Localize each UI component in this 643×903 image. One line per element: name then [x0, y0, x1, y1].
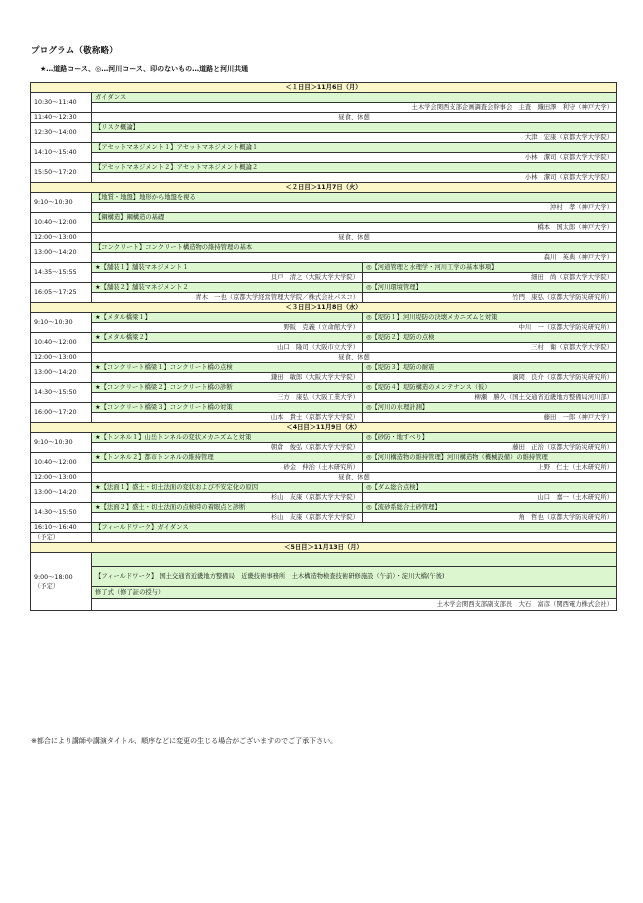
session-time: 12:00～13:00	[31, 353, 92, 363]
session-time: 10:40～12:00	[31, 333, 92, 353]
session-title: 【コンクリート】コンクリート構造物の維持管理の基本	[92, 243, 617, 253]
speaker-row	[31, 173, 617, 183]
road-session-speaker: 鎌田 敏郎（大阪大学大学院）	[92, 373, 363, 383]
session-time: 9:10～10:30	[31, 313, 92, 333]
river-session-title: ◎【河道管理と水理学・河川工学の基本事項】	[363, 263, 617, 273]
river-session-speaker: 藤田 一郎（神戸大学）	[363, 413, 617, 423]
session-title: 【アセットマネジメント１】アセットマネジメント概論１	[92, 143, 617, 153]
session-title: 【アセットマネジメント２】アセットマネジメント概論２	[92, 163, 617, 173]
river-session-speaker: 藤田 正治（京都大学防災研究所）	[363, 443, 617, 453]
speaker-row	[31, 133, 617, 143]
day-header-row	[31, 183, 617, 193]
river-session-speaker: 竹門 康弘（京都大学防災研究所）	[363, 293, 617, 303]
speaker-row	[31, 273, 617, 283]
session-speaker: 小林 潔司（京都大学大学院）	[92, 153, 617, 163]
river-session-speaker: 中川 一（京都大学防災研究所）	[363, 323, 617, 333]
session-time	[31, 553, 92, 611]
lunch-row	[31, 353, 617, 363]
session-time: 14:35～15:55	[31, 263, 92, 283]
session-time: 12:30～14:00	[31, 123, 92, 143]
break-label: 昼食、休憩	[92, 473, 617, 483]
session-time: 12:00～13:00	[31, 233, 92, 243]
river-session-speaker: 上野 仁士（土木研究所）	[363, 463, 617, 473]
speaker-row	[31, 253, 617, 263]
ceremony-speaker: 土木学会関西支部副支部長 大石 富彦（関西電力株式会社）	[92, 599, 617, 611]
river-session-speaker: 角 哲也（京都大学防災研究所）	[363, 513, 617, 523]
speaker-row	[31, 599, 617, 611]
session-row	[31, 193, 617, 203]
day-header-row	[31, 83, 617, 93]
road-session-title: ★【コンクリート橋梁１】コンクリート橋の点検	[92, 363, 363, 373]
river-session-speaker: 柳瀬 勝久（国土交通省近畿地方整備局河川部）	[363, 393, 617, 403]
day-header-row	[31, 543, 617, 553]
note-row	[31, 533, 617, 543]
break-label: 昼食、休憩	[92, 353, 617, 363]
road-session-title: ★【メタル橋梁１】	[92, 313, 363, 323]
lunch-row	[31, 473, 617, 483]
session-time: 9:10～10:30	[31, 193, 92, 213]
session-time: 10:40～12:00	[31, 453, 92, 473]
speaker-row	[31, 413, 617, 423]
day-header-row	[31, 423, 617, 433]
road-session-speaker: 三方 康弘（大阪工業大学）	[92, 393, 363, 403]
river-session-title: ◎【河川の水理計測】	[363, 403, 617, 413]
session-title: ガイダンス	[92, 93, 617, 103]
ceremony-title: 修了式（修了証の授与）	[92, 587, 617, 599]
session-row	[31, 263, 617, 273]
session-row	[31, 283, 617, 293]
road-session-speaker: 青木 一也（京都大学経営管理大学院／株式会社パスコ）	[92, 293, 363, 303]
speaker-row	[31, 223, 617, 233]
speaker-row	[31, 203, 617, 213]
final-time: 9:00～18:00	[34, 573, 73, 581]
fieldwork-row	[31, 567, 617, 587]
session-title: 【鋼構造】鋼構造の基礎	[92, 213, 617, 223]
river-session-title: ◎【河川環境管理】	[363, 283, 617, 293]
session-speaker: 土木学会関西支部企画調査会幹事会 主査 織田澤 利守（神戸大学）	[92, 103, 617, 113]
ceremony-row	[31, 587, 617, 599]
session-time: 15:50～17:20	[31, 163, 92, 183]
speaker-row	[31, 373, 617, 383]
session-time: 12:00～13:00	[31, 473, 92, 483]
session-row	[31, 523, 617, 533]
session-row	[31, 363, 617, 373]
session-time: 10:30～11:40	[31, 93, 92, 113]
speaker-row	[31, 323, 617, 333]
river-session-speaker: 細田 尚（京都大学大学院）	[363, 273, 617, 283]
session-time: 14:10～15:40	[31, 143, 92, 163]
session-time: 14:30～15:50	[31, 503, 92, 523]
speaker-row	[31, 103, 617, 113]
river-session-title: ◎【堤防１】河川堤防の決壊メカニズムと対策	[363, 313, 617, 323]
session-time: 10:40～12:00	[31, 213, 92, 233]
break-label: 昼食、休憩	[92, 113, 617, 123]
break-label: 昼食、休憩	[92, 233, 617, 243]
river-session-speaker: 山口 嘉一（土木研究所）	[363, 493, 617, 503]
session-time: 11:40～12:30	[31, 113, 92, 123]
road-session-title: ★【法面２】盛土・切土法面の点検時の着眼点と診断	[92, 503, 363, 513]
blank-cell	[92, 553, 617, 567]
schedule-table	[30, 82, 616, 611]
session-time: 9:10～10:30	[31, 433, 92, 453]
session-row	[31, 93, 617, 103]
river-session-speaker: 渦岡 良介（京都大学防災研究所）	[363, 373, 617, 383]
day-header: ＜4日目＞11月9日（木）	[31, 423, 617, 433]
session-time: 13:00～14:20	[31, 363, 92, 383]
session-speaker: 橋本 国太郎（神戸大学）	[92, 223, 617, 233]
river-session-title: ◎【堤防２】堤防の点検	[363, 333, 617, 343]
session-row	[31, 163, 617, 173]
road-session-speaker: 野阪 克義（立命館大学）	[92, 323, 363, 333]
road-session-title: ★【舗装２】舗装マネジメント２	[92, 283, 363, 293]
session-row	[31, 553, 617, 567]
road-session-title: ★【トンネル１】山岳トンネルの変状メカニズムと対策	[92, 433, 363, 443]
river-session-title: ◎【砂防・地すべり】	[363, 433, 617, 443]
final-time-note: （予定）	[34, 582, 60, 590]
session-row	[31, 143, 617, 153]
speaker-row	[31, 463, 617, 473]
session-speaker: 小林 潔司（京都大学大学院）	[92, 173, 617, 183]
session-time: 16:10～16:40	[31, 523, 92, 533]
speaker-row	[31, 493, 617, 503]
session-title: 【地質・地盤】地形から地盤を視る	[92, 193, 617, 203]
river-session-title: ◎【流砂系総合土砂管理】	[363, 503, 617, 513]
road-session-speaker: 朝倉 俊弘（京都大学大学院）	[92, 443, 363, 453]
road-session-title: ★【コンクリート橋梁２】コンクリート橋の診断	[92, 383, 363, 393]
session-speaker: 森川 英典（神戸大学）	[92, 253, 617, 263]
session-row	[31, 383, 617, 393]
session-time: 13:00～14:20	[31, 483, 92, 503]
session-title: 【フィールドワーク】ガイダンス	[92, 523, 617, 533]
road-session-title: ★【コンクリート橋梁３】コンクリート橋の対策	[92, 403, 363, 413]
session-row	[31, 333, 617, 343]
session-time: 16:00～17:20	[31, 403, 92, 423]
fieldwork-title: 【フィールドワーク】 国土交通省近畿地方整備局 近畿技術事務所 土木構造物検査技術研修施設（午前）・淀川大橋(午後)	[92, 567, 617, 587]
session-row	[31, 483, 617, 493]
lunch-row	[31, 233, 617, 243]
session-row	[31, 503, 617, 513]
session-speaker: 大津 宏康（京都大学大学院）	[92, 133, 617, 143]
session-time: 13:00～14:20	[31, 243, 92, 263]
road-session-speaker: 杉山 友康（京都大学大学院）	[92, 513, 363, 523]
day-header: ＜３日目＞11月8日（水）	[31, 303, 617, 313]
session-row	[31, 403, 617, 413]
road-session-title: ★【法面１】盛土・切土法面の変状および不安定化の原因	[92, 483, 363, 493]
session-row	[31, 243, 617, 253]
day-header: ＜１日目＞11月6日（月）	[31, 83, 617, 93]
course-legend: ★…道路コース、◎…河川コース、印のないもの…道路と河川共通	[40, 65, 249, 73]
road-session-speaker: 貝戸 清之（大阪大学大学院）	[92, 273, 363, 283]
session-speaker: 沖村 孝（神戸大学）	[92, 203, 617, 213]
road-session-title: ★【メタル橋梁２】	[92, 333, 363, 343]
session-row	[31, 453, 617, 463]
footnote: ※都合により講師や講演タイトル、順序などに変更の生じる場合がございますのでご了承下さい。	[31, 737, 338, 745]
speaker-row	[31, 443, 617, 453]
river-session-title: ◎【堤防４】堤防構造のメンテナンス（仮）	[363, 383, 617, 393]
road-session-speaker: 砂金 伸治（土木研究所）	[92, 463, 363, 473]
road-session-title: ★【トンネル２】都市トンネルの維持管理	[92, 453, 363, 463]
session-row	[31, 213, 617, 223]
session-time-note: （予定）	[31, 533, 92, 543]
road-session-speaker: 杉山 友康（京都大学大学院）	[92, 493, 363, 503]
river-session-speaker: 三村 衛（京都大学大学院）	[363, 343, 617, 353]
blank-cell	[92, 533, 617, 543]
session-row	[31, 123, 617, 133]
road-session-speaker: 山口 隆司（大阪市立大学）	[92, 343, 363, 353]
speaker-row	[31, 153, 617, 163]
road-session-speaker: 山本 貴士（京都大学大学院）	[92, 413, 363, 423]
day-header: ＜5日目＞11月13日（月）	[31, 543, 617, 553]
session-time: 16:05～17:25	[31, 283, 92, 303]
river-session-title: ◎【堤防３】堤防の耐震	[363, 363, 617, 373]
speaker-row	[31, 393, 617, 403]
speaker-row	[31, 293, 617, 303]
program-heading: プログラム（敬称略）	[31, 46, 118, 56]
day-header-row	[31, 303, 617, 313]
road-session-title: ★【舗装１】舗装マネジメント１	[92, 263, 363, 273]
lunch-row	[31, 113, 617, 123]
speaker-row	[31, 513, 617, 523]
session-time: 14:30～15:50	[31, 383, 92, 403]
session-row	[31, 433, 617, 443]
river-session-title: ◎【河川構造物の維持管理】河川構造物（機械設備）の維持管理	[363, 453, 617, 463]
speaker-row	[31, 343, 617, 353]
river-session-title: ◎【ダム総合点検】	[363, 483, 617, 493]
session-title: 【リスク概論】	[92, 123, 617, 133]
session-row	[31, 313, 617, 323]
day-header: ＜２日目＞11月7日（火）	[31, 183, 617, 193]
